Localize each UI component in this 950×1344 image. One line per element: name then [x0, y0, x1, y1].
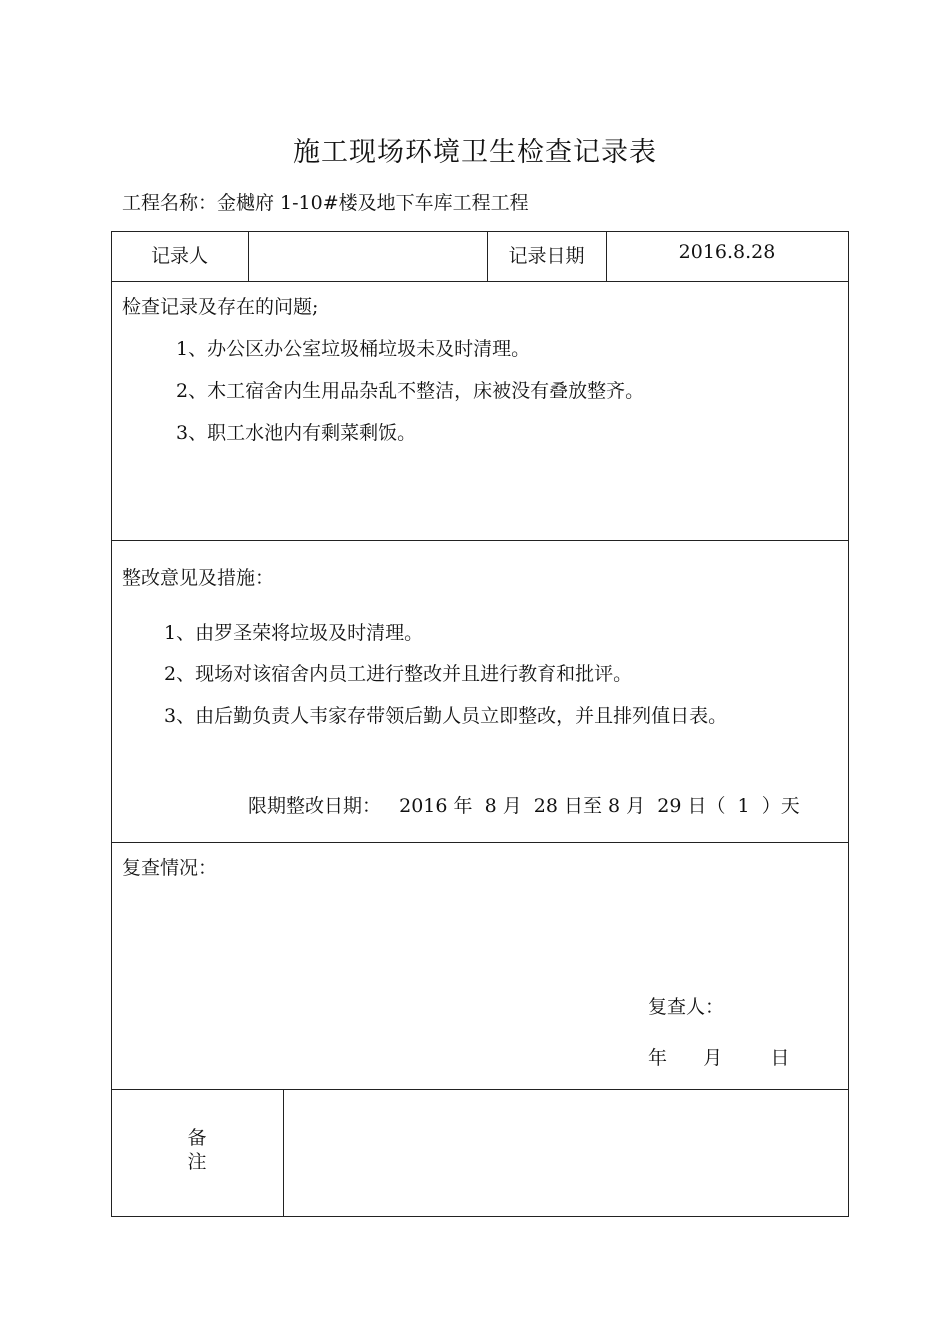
review-heading: 复查情况： — [122, 857, 218, 879]
project-name: 工程名称：金樾府 1-10#楼及地下车库工程工程 — [122, 192, 529, 214]
review-date-placeholder: 年 月 日 — [648, 1047, 790, 1069]
table-divider — [111, 281, 849, 282]
rectification-item: 2、现场对该宿舍内员工进行整改并且进行教育和批评。 — [164, 663, 633, 685]
inspection-item: 2、木工宿舍内生用品杂乱不整洁，床被没有叠放整齐。 — [176, 380, 645, 402]
remarks-label-line: 备 — [187, 1127, 207, 1149]
table-divider — [111, 1089, 849, 1090]
table-divider — [111, 842, 849, 843]
remarks-label-line: 注 — [187, 1151, 207, 1173]
inspection-item: 3、职工水池内有剩菜剩饭。 — [176, 422, 417, 444]
rectification-heading: 整改意见及措施： — [122, 567, 275, 589]
table-border-left — [111, 231, 112, 1217]
rectification-deadline: 限期整改日期： 2016 年 8 月 28 日至 8 月 29 日（ 1 ）天 — [248, 795, 800, 817]
table-border-right — [848, 231, 849, 1217]
reviewer-label: 复查人： — [648, 996, 725, 1018]
table-border-bottom — [111, 1216, 849, 1217]
remarks-cell-divider — [283, 1089, 284, 1216]
table-divider — [111, 540, 849, 541]
recorder-label: 记录人 — [150, 245, 208, 267]
rectification-item: 3、由后勤负责人韦家存带领后勤人员立即整改，并且排列值日表。 — [164, 705, 728, 727]
record-date-label: 记录日期 — [508, 245, 585, 267]
rectification-item: 1、由罗圣荣将垃圾及时清理。 — [164, 622, 424, 644]
inspection-item: 1、办公区办公室垃圾桶垃圾未及时清理。 — [176, 338, 531, 360]
record-date-value: 2016.8.28 — [678, 241, 776, 263]
table-border-top — [111, 231, 849, 232]
remarks-label — [111, 1126, 283, 1174]
inspection-heading: 检查记录及存在的问题; — [122, 296, 319, 318]
header-cell-divider — [248, 231, 249, 281]
page-title: 施工现场环境卫生检查记录表 — [293, 137, 657, 168]
